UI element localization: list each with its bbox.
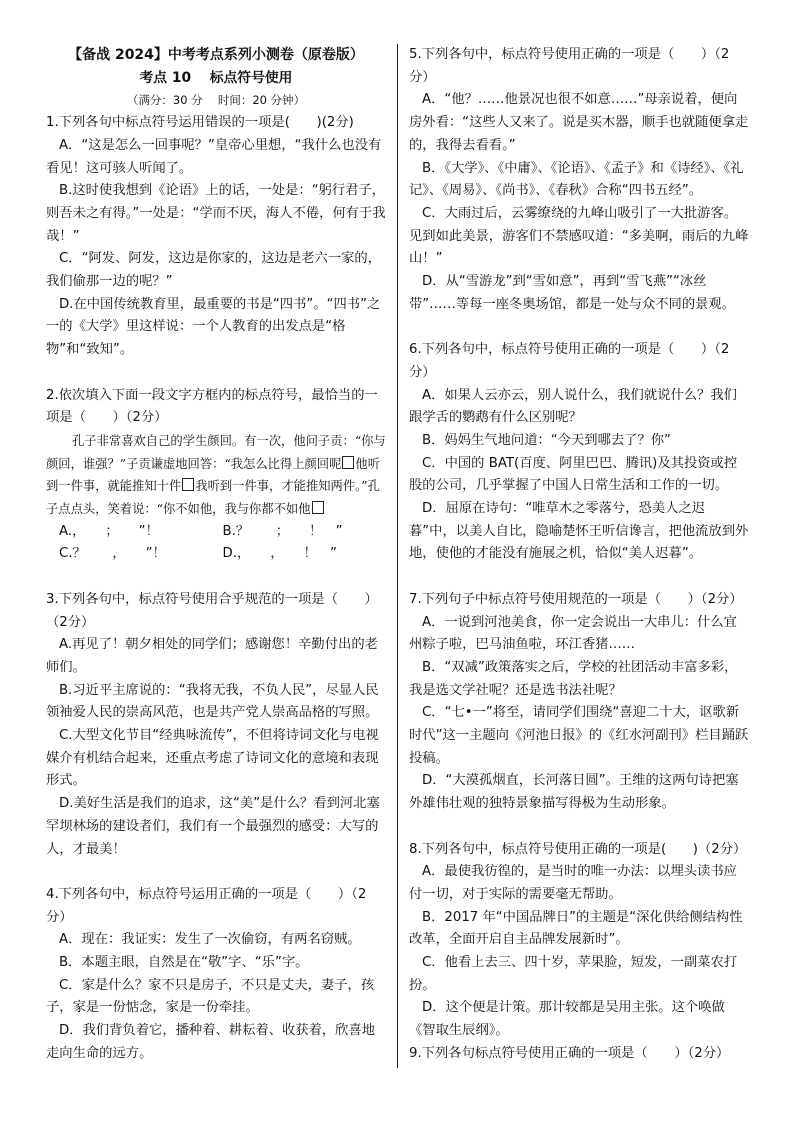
blank-box — [342, 456, 354, 469]
page-title: 【备战 2024】中考考点系列小测卷（原卷版） — [68, 47, 364, 63]
option-a: A．“这是怎么一回事呢？”皇帝心里想，“我什么也没有看见！这可骇人听闻了。 — [46, 137, 382, 176]
option-a: A．如果人云亦云，别人说什么，我们就说什么？我们跟学舌的鹦鹉有什么区别呢？ — [409, 387, 737, 426]
column-divider — [397, 44, 398, 1068]
option-c: C．“七•一”将至，请同学们围绕“喜迎二十大，讴歌新时代”这一主题向《河池日报》的《红水河副刊》栏目踊跃投稿。 — [409, 705, 749, 766]
blank-box — [182, 478, 194, 491]
question-stem: 8.下列各句中，标点符号使用正确的一项是( )（2分） — [409, 841, 747, 857]
question-3 — [46, 589, 386, 861]
option-b: B．本题主眼，自然是在“敬”字、“乐”字。 — [59, 955, 309, 971]
option-d: D．屈原在诗句：“唯草木之零落兮，恐美人之迟暮”中，以美人自比，隐喻楚怀王听信谗言，把他流放到外地，使他的才能没有施展之机，恰似“美人迟暮”。 — [409, 501, 749, 562]
option-c: C．家是什么？家不只是房子，不只是丈夫，妻子，孩子，家是一份惦念，家是一份牵挂。 — [46, 977, 375, 1016]
passage-part-2: 他听到一件事，就能推知十件 — [46, 456, 381, 494]
option-d: D．我们背负着它，播种着、耕耘着、收获着，欣喜地走向生命的远方。 — [46, 1023, 376, 1061]
option-b: B．2017 年“中国品牌日”的主题是“深化供给侧结构性改革，全面开启自主品牌发展新时”。 — [409, 909, 743, 948]
option-d: D.在中国传统教育里，最重要的书是“四书”。“四书”之一的《大学》里这样说：一个人教育的出发点是“格物”和“致知”。 — [46, 296, 381, 358]
option-a: A.， ； ”！ — [59, 523, 159, 539]
passage-part-1: 孔子非常喜欢自己的学生颜回。有一次，他问子贡：“你与颜回，谁强？”子贡谦虚地回答：“我怎么比得上颜回呢 — [46, 433, 386, 471]
blank-box — [312, 501, 324, 514]
option-a: A．一说到河池美食，你一定会说出一大串儿：什么宜州粽子啦，巴马油鱼啦，环江香猪…… — [409, 614, 737, 653]
score-time-line: （满分：30 分 时间：20 分钟） — [126, 93, 306, 108]
question-2 — [46, 385, 386, 567]
option-b: B.这时使我想到《论语》上的话，一处是：“躬行君子，则吾未之有得。”一处是：“学而不厌，海人不倦，何有于我哉！” — [46, 183, 386, 244]
option-a: A．最使我彷徨的，是当时的唯一办法：以埋头读书应付一切，对于实际的需要毫无帮助。 — [409, 864, 737, 902]
question-8 — [409, 839, 749, 1043]
passage-part-3: 我听到一件事，才能推知两件。”孔子点点头，笑着说：“你不如他，我与你都不如他 — [46, 479, 380, 517]
option-b: B．《大学》、《中庸》、《论语》、《孟子》和《诗经》、《礼记》、《周易》、《尚书》、《春秋》合称“四书五经”。 — [409, 160, 744, 199]
question-stem: 6.下列各句中，标点符号使用正确的一项是（ ）（2分） — [409, 342, 730, 380]
question-9 — [409, 1043, 749, 1066]
option-c: C．中国的 BAT(百度、阿里巴巴、腾讯)及其投资或控股的公司，几乎掌握了中国人日常生活和工作的一切。 — [409, 455, 738, 494]
question-6 — [409, 339, 749, 566]
question-stem: 5.下列各句中，标点符号使用正确的一项是（ ）（2分） — [409, 47, 730, 85]
option-a: A.再见了！朝夕相处的同学们；感谢您！辛勤付出的老师们。 — [46, 637, 378, 675]
question-stem: 4.下列各句中，标点符号运用正确的一项是（ ）（2分） — [46, 886, 367, 925]
question-5 — [409, 44, 749, 316]
question-stem: 1.下列各句中标点符号运用错误的一项是( )(2分) — [46, 115, 354, 131]
option-c: C．大雨过后，云雾缭绕的九峰山吸引了一大批游客。见到如此美景，游客们不禁感叹道：“多美啊，雨后的九峰山！” — [409, 205, 749, 267]
topic-subtitle: 考点 10 标点符号使用 — [139, 69, 293, 86]
option-a: A．现在：我证实：发生了一次偷窃，有两名窃贼。 — [59, 932, 361, 948]
option-d: D．从“雪游龙”到“雪如意”，再到“雪飞燕”“冰丝带”……等每一座冬奥场馆，都是一处与众不同的景观。 — [409, 274, 736, 312]
question-stem: 7.下列句子中标点符号使用规范的一项是（ ）（2分） — [409, 591, 743, 607]
option-b: B.？ ； ！ ” — [222, 523, 343, 539]
question-4 — [46, 884, 386, 1066]
right-column — [409, 44, 749, 1066]
left-column — [46, 44, 386, 1066]
question-1 — [46, 112, 386, 362]
option-a: A．“他？……他景况也很不如意……”母亲说着，便向房外看：“这些人又来了。说是买木器，顺手也就随便拿走的，我得去看看。” — [409, 92, 749, 153]
option-b: B．“双减”政策落实之后，学校的社团活动丰富多彩，我是选文学社呢？还是选书法社呢？ — [409, 659, 738, 698]
option-c: C.大型文化节目“经典咏流传”，不但将诗词文化与电视媒介有机结合起来，还重点考虑了诗词文化的意境和表现形式。 — [46, 728, 379, 789]
option-b: B.习近平主席说的：“我将无我，不负人民”，尽显人民领袖爱人民的崇高风范，也是共产党人崇高品格的写照。 — [46, 682, 379, 721]
question-stem: 9.下列各句标点符号使用正确的一项是（ ）（2分） — [409, 1045, 730, 1061]
question-stem: 3.下列各句中，标点符号使用合乎规范的一项是（ ）（2分） — [46, 591, 378, 630]
question-stem: 2.依次填入下面一段文字方框内的标点符号，最恰当的一项是（ ）（2分） — [46, 387, 378, 426]
options-row — [46, 521, 386, 544]
option-c: C．他看上去三、四十岁，苹果脸，短发，一副菜农打扮。 — [409, 955, 738, 993]
option-c: C.？ ， ”！ — [59, 546, 166, 562]
options-row — [46, 543, 386, 566]
option-d: D．这个便是计策。那计较都是吴用主张。这个唤做《智取生辰纲》。 — [409, 1000, 725, 1039]
option-d: D．“大漠孤烟直，长河落日圆”。王维的这两句诗把塞外雄伟壮观的独特景象描写得极为生动形象。 — [409, 773, 739, 812]
option-d: D.， ， ！ ” — [222, 546, 337, 562]
option-c: C．“阿发、阿发，这边是你家的，这边是老六一家的，我们偷那一边的呢？” — [46, 251, 382, 290]
option-b: B．妈妈生气地问道：“今天到哪去了？你” — [422, 432, 671, 448]
reading-passage — [46, 430, 386, 521]
question-7 — [409, 589, 749, 816]
option-d: D.美好生活是我们的追求，这“美”是什么？看到河北塞罕坝林场的建设者们，我们有一个最强烈的感受：大写的人，才最美！ — [46, 796, 380, 857]
